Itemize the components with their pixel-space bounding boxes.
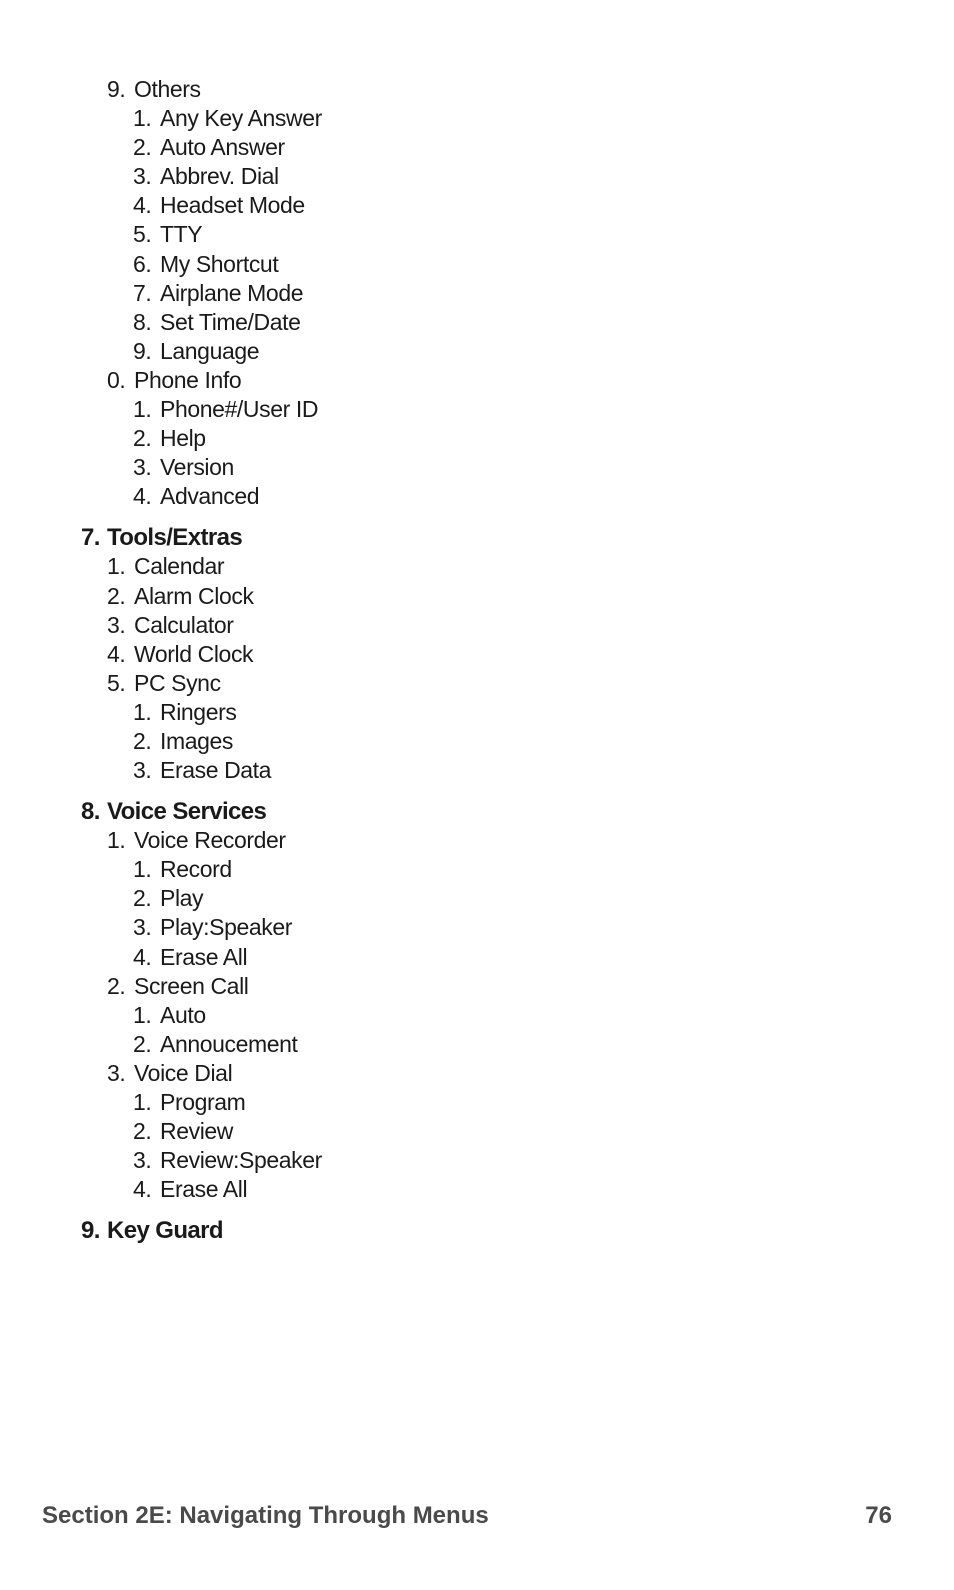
item-label: Version: [160, 454, 234, 481]
item-label: Screen Call: [134, 972, 249, 999]
item-number: 2.: [107, 582, 126, 609]
item-number: 3.: [133, 163, 152, 190]
item-label: Review:Speaker: [160, 1147, 322, 1174]
item-number: 2.: [133, 1030, 152, 1057]
item-number: 1.: [133, 1001, 152, 1028]
list-item: [0, 552, 954, 581]
item-number: 3.: [107, 611, 126, 638]
item-number: 5.: [133, 221, 152, 248]
section-number: 8.: [81, 798, 100, 826]
list-item: [0, 611, 954, 640]
item-label: Play:Speaker: [160, 914, 292, 941]
list-item: [0, 943, 954, 972]
item-number: 6.: [133, 250, 152, 277]
list-item: [0, 913, 954, 942]
list-item: [0, 1030, 954, 1059]
list-item: [0, 727, 954, 756]
item-label: Abbrev. Dial: [160, 163, 279, 190]
item-label: Phone#/User ID: [160, 396, 319, 423]
item-number: 3.: [133, 1147, 152, 1174]
item-number: 8.: [133, 308, 152, 335]
item-number: 4.: [133, 943, 152, 970]
item-label: PC Sync: [134, 669, 221, 696]
section-number: 9.: [81, 1217, 100, 1245]
item-label: Images: [160, 727, 234, 754]
item-label: Phone Info: [134, 366, 242, 393]
item-number: 5.: [107, 669, 126, 696]
list-item: [0, 669, 954, 698]
menu-item-phone-info: [0, 366, 954, 395]
item-number: 2.: [133, 885, 152, 912]
item-number: 3.: [133, 454, 152, 481]
list-item: [0, 424, 954, 453]
list-item: [0, 1146, 954, 1175]
item-number: 1.: [133, 856, 152, 883]
item-label: Erase All: [160, 943, 248, 970]
list-item: [0, 191, 954, 220]
list-item: [0, 395, 954, 424]
item-number: 2.: [133, 425, 152, 452]
item-number: 2.: [133, 1118, 152, 1145]
section-title: Voice Services: [107, 798, 267, 826]
list-item: [0, 337, 954, 366]
item-number: 3.: [133, 914, 152, 941]
item-number: 1.: [107, 827, 126, 854]
item-label: Annoucement: [160, 1030, 298, 1057]
item-label: Play: [160, 885, 204, 912]
list-item: [0, 453, 954, 482]
list-item: [0, 162, 954, 191]
item-number: 2.: [133, 134, 152, 161]
section-heading-voice-services: [0, 797, 954, 826]
list-item: [0, 220, 954, 249]
list-item: [0, 972, 954, 1001]
item-label: Voice Dial: [134, 1059, 233, 1086]
item-label: Alarm Clock: [134, 582, 254, 609]
list-item: [0, 133, 954, 162]
item-label: Any Key Answer: [160, 105, 322, 132]
item-number: 4.: [133, 483, 152, 510]
page-footer: [42, 1502, 892, 1534]
item-number: 0.: [107, 366, 126, 393]
item-label: Erase All: [160, 1176, 248, 1203]
item-label: Record: [160, 856, 232, 883]
section-title: Key Guard: [107, 1217, 223, 1245]
item-number: 2.: [107, 972, 126, 999]
item-number: 1.: [133, 396, 152, 423]
list-item: [0, 698, 954, 727]
item-number: 4.: [107, 640, 126, 667]
item-label: World Clock: [134, 640, 254, 667]
list-item: [0, 1088, 954, 1117]
item-label: Language: [160, 337, 260, 364]
list-item: [0, 640, 954, 669]
list-item: [0, 826, 954, 855]
list-item: [0, 308, 954, 337]
item-label: Voice Recorder: [134, 827, 286, 854]
item-label: Auto Answer: [160, 134, 285, 161]
menu-item-others: [0, 75, 954, 104]
item-label: Headset Mode: [160, 192, 305, 219]
list-item: [0, 279, 954, 308]
item-label: Help: [160, 425, 206, 452]
menu-outline: [0, 75, 954, 1245]
list-item: [0, 855, 954, 884]
section-heading-tools-extras: [0, 523, 954, 552]
item-label: Calculator: [134, 611, 234, 638]
list-item: [0, 884, 954, 913]
section-heading-key-guard: [0, 1216, 954, 1245]
item-number: 1.: [133, 1089, 152, 1115]
page-number: 76: [865, 1502, 892, 1529]
item-number: 9.: [107, 76, 126, 102]
item-label: Advanced: [160, 483, 260, 510]
item-label: Airplane Mode: [160, 279, 304, 306]
item-number: 2.: [133, 727, 152, 754]
list-item: [0, 1001, 954, 1030]
list-item: [0, 1059, 954, 1088]
item-number: 7.: [133, 279, 152, 306]
footer-section-title: Section 2E: Navigating Through Menus: [42, 1502, 489, 1529]
list-item: [0, 1117, 954, 1146]
item-label: Calendar: [134, 553, 225, 580]
item-number: 4.: [133, 1176, 152, 1203]
item-label: Erase Data: [160, 757, 272, 784]
list-item: [0, 104, 954, 133]
section-number: 7.: [81, 524, 100, 552]
item-number: 1.: [133, 105, 152, 132]
item-label: Review: [160, 1118, 234, 1145]
list-item: [0, 250, 954, 279]
item-label: My Shortcut: [160, 250, 279, 277]
item-number: 4.: [133, 192, 152, 219]
item-number: 3.: [133, 757, 152, 784]
item-label: Set Time/Date: [160, 308, 301, 335]
section-title: Tools/Extras: [107, 524, 243, 552]
item-label: Others: [134, 76, 201, 102]
item-label: Program: [160, 1089, 246, 1115]
item-number: 1.: [133, 698, 152, 725]
item-number: 3.: [107, 1059, 126, 1086]
list-item: [0, 756, 954, 785]
item-label: Auto: [160, 1001, 206, 1028]
item-number: 9.: [133, 337, 152, 364]
item-label: TTY: [160, 221, 203, 248]
item-number: 1.: [107, 553, 126, 580]
list-item: [0, 582, 954, 611]
list-item: [0, 482, 954, 511]
item-label: Ringers: [160, 698, 237, 725]
list-item: [0, 1175, 954, 1204]
